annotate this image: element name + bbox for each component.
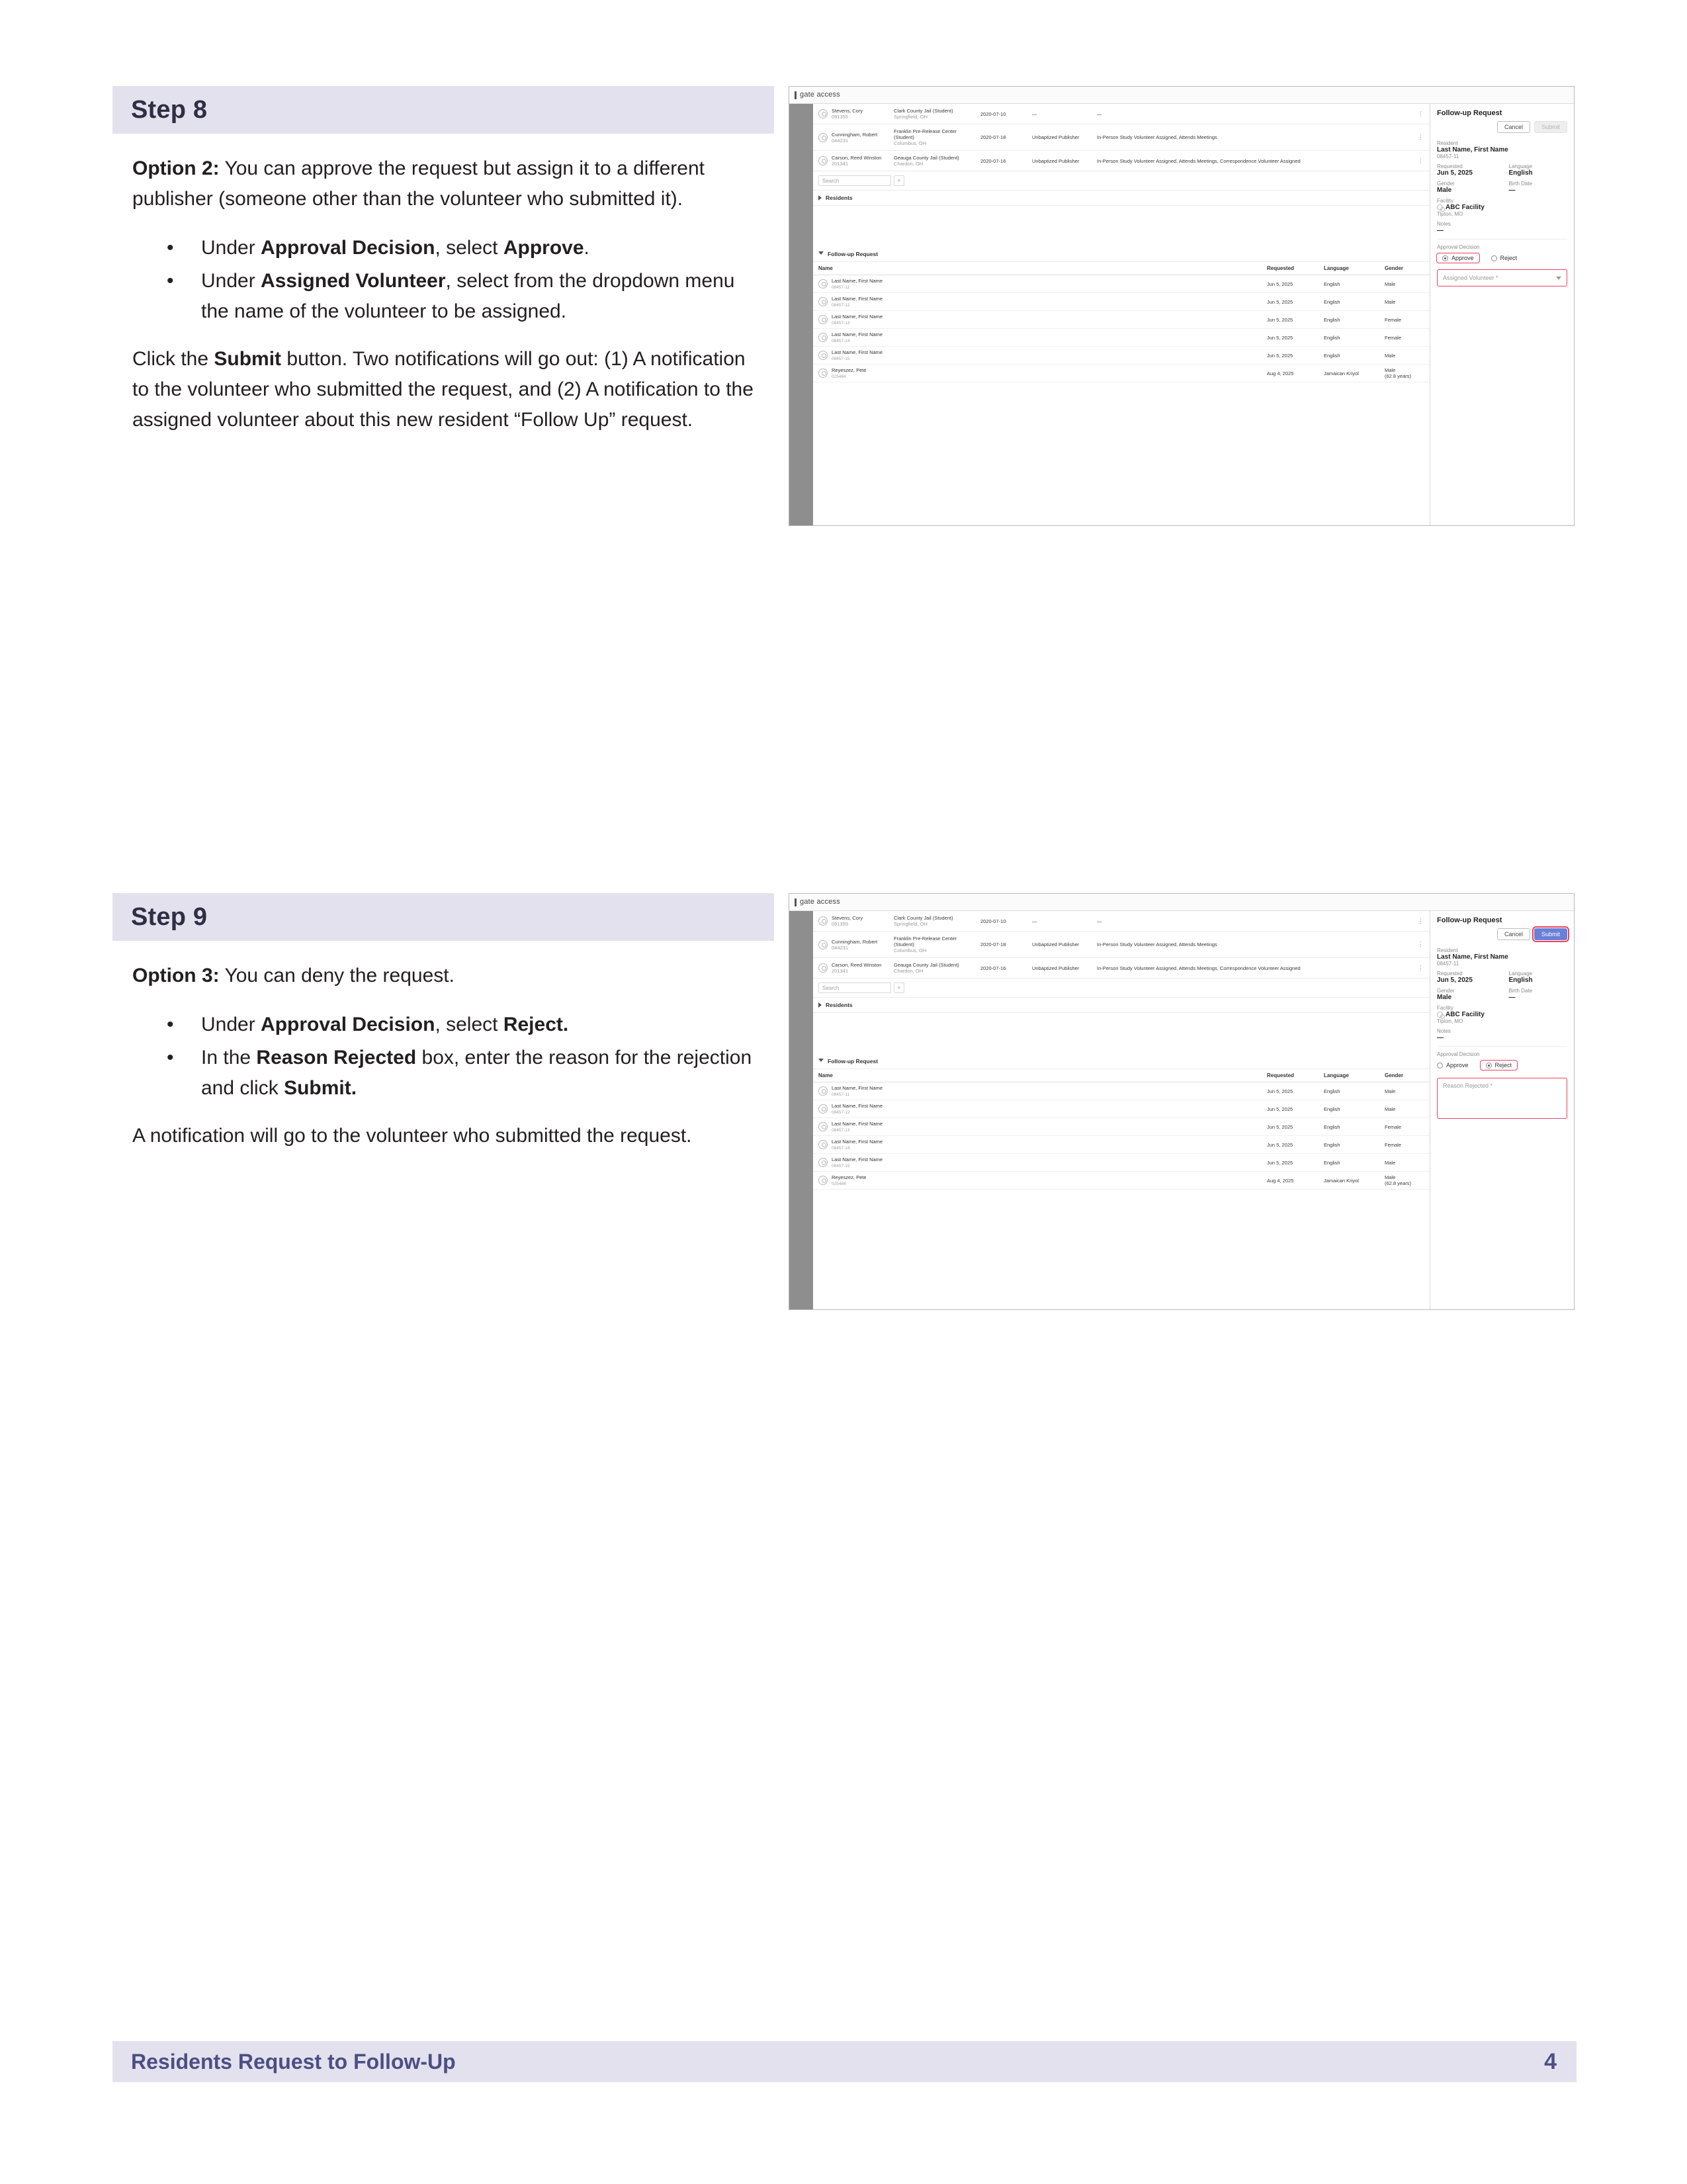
submit-button[interactable]: Submit [1534,928,1567,940]
avatar [818,333,828,342]
chevron-down-icon [818,251,824,257]
section-residents[interactable] [813,191,1430,206]
gender-field: Gender Male [1437,988,1455,1001]
list-item[interactable]: Last Name, First Name 08457-13 Jun 5, 2025 English Female [813,1118,1430,1136]
row-facility: Franklin Pre-Release Center (Student) Columbus, OH [894,936,957,953]
row-facility: Clark County Jail (Student) Springfield, OH [894,915,953,927]
step-9-bullet-1 [161,1010,754,1040]
avatar [818,156,828,165]
approve-radio[interactable]: Approve [1437,1062,1469,1069]
app-brand-label: gate access [800,898,840,906]
b8-1-bold: Approval Decision [261,237,435,259]
facility-icon [1437,204,1443,210]
search-icon[interactable]: ⌕ [894,175,904,186]
row-type: In-Person Study Volunteer Assigned, Attends Meetings [1097,941,1217,947]
row-date: 2020-07-16 [980,157,1006,164]
step-8-intro [132,153,754,214]
row-menu-icon[interactable]: ⋮ [1418,134,1424,140]
resident-value: Last Name, First Name [1437,146,1508,153]
approval-decision-radios [1430,1059,1574,1074]
reject-radio[interactable]: Reject [1481,1061,1518,1070]
row-facility: Geauga County Jail (Student) Chardon, OH [894,962,959,974]
approval-label-field [1430,1049,1574,1059]
step-8-title: Step 8 [131,95,208,124]
section-followup[interactable] [813,247,1430,262]
chevron-down-icon [1556,277,1561,280]
row-name: Stevens, Cory 091355 [832,915,863,927]
section-followup-label: Follow-up Request [828,1058,879,1065]
c8-post: button. Two notifications will go out: (1) A notification to the volunteer who submitted the request, and (2) A notification to the assigned volunteer about this new resident “Follow Up” request. [132,348,754,431]
avatar [818,133,828,142]
page-footer [112,2041,1577,2082]
facility-field: Facility ABC Facility Tipton, MO [1437,1005,1485,1024]
reject-radio[interactable]: Reject [1491,255,1518,261]
step-9-screenshot [789,893,1575,1310]
app-topbar [789,894,1574,911]
left-rail [789,104,813,525]
row-publisher: Unbaptized Publisher [1032,157,1080,164]
avatar [818,1140,828,1149]
step-9-intro-lead: Option 3: [132,965,220,986]
row-facility: Clark County Jail (Student) Springfield, OH [894,108,953,120]
step-8-bullets [132,233,754,327]
avatar [818,916,828,926]
page-number: 4 [1544,2048,1557,2074]
step-8-header [112,86,774,134]
row-type: In-Person Study Volunteer Assigned, Attends Meetings, Correspondence Volunteer Assigned [1097,965,1301,971]
resident-id: 08457-11 [1437,153,1459,159]
b8-1-post: . [584,237,589,259]
step-8-bullet-1 [161,233,754,263]
b9-2-bold: Reason Rejected [256,1047,417,1069]
app-brand [795,91,840,99]
search-row [813,171,1430,191]
list-item[interactable]: Last Name, First Name 08457-14 Jun 5, 2025 English Female [813,329,1430,347]
step-9-block [112,893,774,1170]
b8-2-mid: , select from the dropdown menu the name of the volunteer to be assigned. [201,270,735,322]
row-publisher: — [1032,110,1037,117]
row-menu-icon[interactable]: ⋮ [1418,917,1424,924]
row-name: Cunningham, Robert 044231 [832,131,878,144]
language-field: Language English [1508,163,1533,177]
section-residents-label: Residents [826,195,853,201]
b8-1-bold2: Approve [503,237,584,259]
list-item[interactable]: Last Name, First Name 08457-11 Jun 5, 2025 English Male [813,1082,1430,1100]
birthdate-field: Birth Date — [1508,181,1533,194]
c8-pre: Click the [132,348,214,370]
col-requested: Requested [1267,265,1294,271]
step-8-intro-lead: Option 2: [132,157,220,179]
row-type: In-Person Study Volunteer Assigned, Attends Meetings, Correspondence Volunteer Assigned [1097,157,1301,164]
row-name: Cunningham, Robert 044231 [832,938,878,951]
list-item[interactable]: Last Name, First Name 08457-13 Jun 5, 2025 English Female [813,311,1430,329]
resident-field [1430,945,1574,969]
col-requested: Requested [1267,1072,1294,1078]
approval-decision-radios [1430,252,1574,267]
row-name: Carson, Reed Winston 201341 [832,155,882,167]
resident-value: Last Name, First Name [1437,953,1508,961]
row-menu-icon[interactable]: ⋮ [1418,110,1424,117]
b9-2-mid: box, enter the reason for the rejection and click [201,1047,752,1099]
birthdate-field: Birth Date — [1508,988,1533,1001]
col-gender: Gender [1385,1072,1404,1078]
followup-request-panel [1430,911,1574,1309]
search-icon[interactable]: ⌕ [894,983,904,993]
chevron-right-icon [818,1002,822,1008]
list-item[interactable]: Last Name, First Name 08457-12 Jun 5, 2025 English Male [813,1100,1430,1118]
avatar [818,109,828,118]
chevron-right-icon [818,195,822,200]
step-8-body [112,134,774,435]
col-language: Language [1324,265,1349,271]
list-item[interactable]: Last Name, First Name 08457-12 Jun 5, 2025 English Male [813,293,1430,311]
b8-1-pre: Under [201,237,261,259]
row-name: Carson, Reed Winston 201341 [832,962,882,974]
panel-actions [1430,121,1574,138]
table-row[interactable] [813,932,1430,958]
approval-decision-label: Approval Decision [1437,1051,1480,1057]
panel-title: Follow-up Request [1437,916,1502,924]
row-type: In-Person Study Volunteer Assigned, Attends Meetings [1097,134,1217,140]
col-name: Name [818,265,833,271]
col-name: Name [818,1072,833,1078]
search-row [813,979,1430,998]
table-row[interactable] [813,911,1430,932]
row-date: 2020-07-16 [980,965,1006,971]
step-8-closing [132,344,754,435]
approval-decision-label: Approval Decision [1437,244,1480,250]
step-9-body [112,941,774,1151]
avatar [818,1122,828,1131]
divider [1437,239,1567,240]
step-9-intro-text: You can deny the request. [219,965,454,986]
step-9-closing [132,1121,754,1151]
table-row[interactable] [813,104,1430,124]
main-pane [813,104,1430,525]
requests-table [813,911,1430,1190]
row-date: 2020-07-10 [980,110,1006,117]
empty-area [813,1013,1430,1054]
left-rail [789,911,813,1309]
avatar [818,940,828,949]
step-8-screenshot [789,86,1575,526]
avatar [818,1158,828,1167]
b9-1-bold: Approval Decision [261,1014,435,1035]
assigned-volunteer-placeholder: Assigned Volunteer * [1443,275,1498,281]
cancel-button[interactable]: Cancel [1497,928,1530,940]
list-item[interactable]: Reyeszez, Pete 025484 Aug 4, 2025 Jamaican Kriyol Male (62.8 years) [813,365,1430,382]
avatar [818,963,828,973]
table-row[interactable] [813,958,1430,979]
step-8-block [112,86,774,454]
row-facility: Franklin Pre-Release Center (Student) Columbus, OH [894,128,957,146]
empty-area [813,206,1430,247]
step-8-bullet-2 [161,266,754,327]
table-row[interactable] [813,124,1430,151]
resident-id: 08457-11 [1437,961,1459,967]
b8-2-pre: Under [201,270,261,292]
list-item[interactable]: Last Name, First Name 08457-15 Jun 5, 2025 English Male [813,1154,1430,1172]
requested-field: Requested Jun 5, 2025 [1437,971,1473,984]
list-header [813,262,1430,275]
row-type: — [1097,110,1102,117]
language-field: Language English [1508,971,1533,984]
submit-button[interactable]: Submit [1534,121,1567,133]
row-menu-icon[interactable]: ⋮ [1418,157,1424,164]
app-brand [795,898,840,906]
list-item[interactable]: Last Name, First Name 08457-14 Jun 5, 2025 English Female [813,1136,1430,1154]
row-publisher: — [1032,918,1037,924]
row-name: Stevens, Cory 091355 [832,108,863,120]
c9-pre: A notification will go to the volunteer who submitted the request. [132,1125,692,1147]
row-menu-icon[interactable]: ⋮ [1418,964,1424,971]
b8-1-mid: , select [435,237,503,259]
step-9-intro [132,961,754,991]
step-9-title: Step 9 [131,902,208,931]
panel-actions [1430,928,1574,945]
step-9-header [112,893,774,941]
avatar [818,1104,828,1114]
row-date: 2020-07-18 [980,941,1006,947]
assigned-volunteer-select[interactable] [1437,269,1567,286]
chevron-down-icon [818,1059,824,1065]
resident-field [1430,138,1574,161]
avatar [818,1086,828,1096]
list-item[interactable]: Last Name, First Name 08457-15 Jun 5, 2025 English Male [813,347,1430,365]
footer-title: Residents Request to Follow-Up [131,2049,456,2074]
row-date: 2020-07-10 [980,918,1006,924]
avatar [818,1176,828,1185]
avatar [818,351,828,360]
app-topbar [789,87,1574,104]
row-publisher: Unbaptized Publisher [1032,965,1080,971]
avatar [818,297,828,306]
row-facility: Geauga County Jail (Student) Chardon, OH [894,155,959,167]
requests-table [813,104,1430,382]
row-date: 2020-07-18 [980,134,1006,140]
b8-2-bold: Assigned Volunteer [261,270,446,292]
row-publisher: Unbaptized Publisher [1032,134,1080,140]
col-language: Language [1324,1072,1349,1078]
b9-2-pre: In the [201,1047,257,1069]
section-followup[interactable] [813,1054,1430,1069]
approve-radio[interactable]: Approve [1437,253,1479,263]
c8-bold: Submit [214,348,282,370]
search-input[interactable]: Search [818,175,891,186]
main-pane [813,911,1430,1309]
divider [1437,1046,1567,1047]
resident-label: Resident [1437,140,1458,146]
list-item[interactable]: Last Name, First Name 08457-11 Jun 5, 2025 English Male [813,275,1430,293]
b9-2-bold2: Submit. [284,1077,357,1099]
row-type: — [1097,918,1102,924]
gender-field: Gender Male [1437,181,1455,194]
requested-field: Requested Jun 5, 2025 [1437,163,1473,177]
row-menu-icon[interactable]: ⋮ [1418,941,1424,947]
resident-label: Resident [1437,947,1458,953]
b9-1-bold2: Reject. [503,1014,569,1035]
notes-field: Notes — [1437,1028,1451,1041]
search-input[interactable]: Search [818,983,891,993]
section-followup-label: Follow-up Request [828,251,879,257]
list-item[interactable]: Reyeszez, Pete 025484 Aug 4, 2025 Jamaican Kriyol Male (62.8 years) [813,1172,1430,1190]
table-row[interactable] [813,151,1430,171]
facility-icon [1437,1012,1443,1018]
row-publisher: Unbaptized Publisher [1032,941,1080,947]
section-residents-label: Residents [826,1002,853,1008]
step-9-bullet-2 [161,1043,754,1104]
section-residents[interactable] [813,998,1430,1013]
panel-title: Follow-up Request [1437,109,1502,117]
b9-1-pre: Under [201,1014,261,1035]
avatar [818,369,828,378]
followup-request-panel [1430,104,1574,525]
b9-1-mid: , select [435,1014,503,1035]
notes-field: Notes — [1437,221,1451,234]
avatar [818,315,828,324]
step-8-intro-text: You can approve the request but assign it to a different publisher (someone other than the volunteer who submitted it). [132,157,705,210]
cancel-button[interactable]: Cancel [1497,121,1530,133]
facility-field: Facility ABC Facility Tipton, MO [1437,198,1485,217]
list-header [813,1069,1430,1082]
step-9-bullets [132,1010,754,1104]
avatar [818,279,828,288]
reason-rejected-textarea[interactable]: Reason Rejected * [1437,1078,1567,1119]
col-gender: Gender [1385,265,1404,271]
approval-label-field [1430,242,1574,252]
app-brand-label: gate access [800,91,840,99]
